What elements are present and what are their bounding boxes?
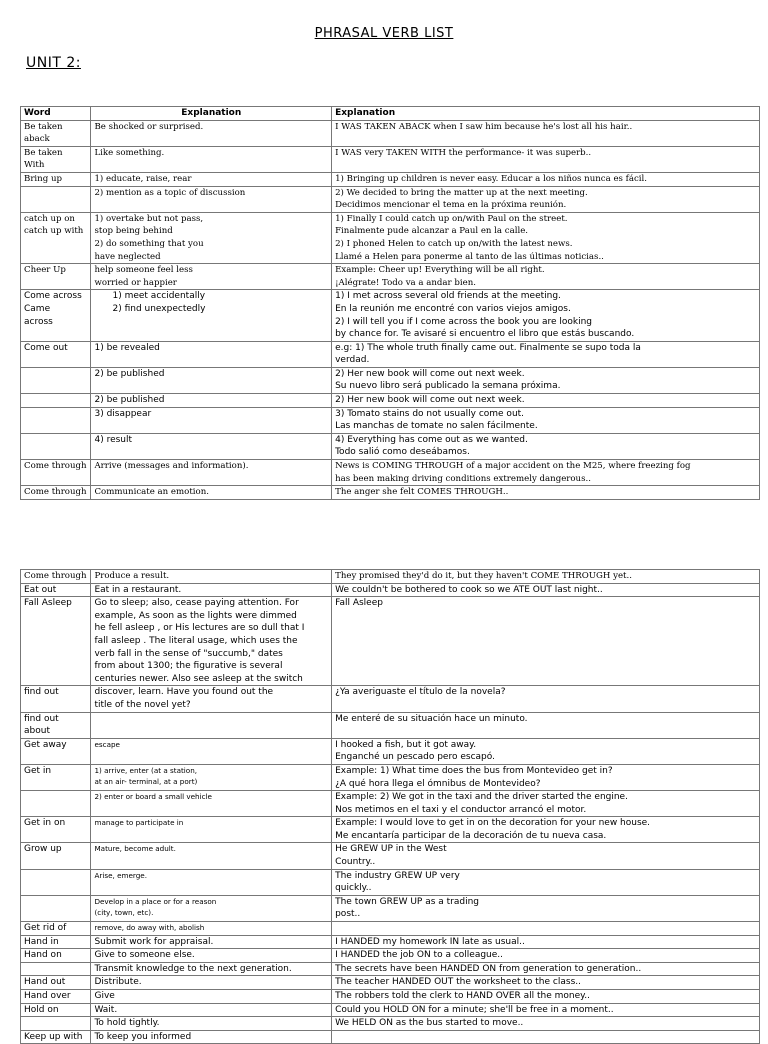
example-cell bbox=[332, 460, 760, 486]
cell-line: To keep you informed bbox=[94, 1031, 192, 1042]
cell-line: 3) disappear bbox=[94, 408, 152, 419]
cell-line: Keep up with bbox=[24, 1031, 83, 1042]
cell-line: Develop in a place or for a reason bbox=[94, 896, 217, 906]
cell-line: Eat out bbox=[24, 584, 57, 595]
word-cell bbox=[21, 686, 91, 712]
cell-line: aback bbox=[24, 134, 50, 145]
cell-line: 1) arrive, enter (at a station, bbox=[94, 765, 198, 775]
table-row bbox=[21, 895, 760, 921]
example-cell bbox=[332, 290, 760, 341]
explanation-cell bbox=[91, 570, 332, 584]
word-cell bbox=[21, 290, 91, 341]
example-cell bbox=[332, 764, 760, 790]
cell-line: Example: 1) What time does the bus from Montevideo get in? bbox=[335, 765, 613, 776]
cell-line: I WAS TAKEN ABACK when I saw him because he's lost all his hair.. bbox=[335, 121, 633, 132]
table-row bbox=[21, 962, 760, 976]
example-cell bbox=[332, 791, 760, 817]
cell-line: Produce a result. bbox=[94, 571, 170, 581]
explanation-cell bbox=[91, 1030, 332, 1044]
explanation-cell bbox=[91, 486, 332, 500]
example-cell bbox=[332, 817, 760, 843]
explanation-cell bbox=[91, 712, 332, 738]
cell-line: Be shocked or surprised. bbox=[94, 121, 204, 132]
cell-line: 1) Bringing up children is never easy. Educar a los niños nunca es fácil. bbox=[335, 173, 648, 184]
explanation-cell bbox=[91, 583, 332, 597]
cell-line: Come out bbox=[24, 342, 68, 353]
cell-line: catch up on bbox=[24, 213, 75, 224]
cell-line: Come through bbox=[24, 487, 87, 498]
cell-line: 1) meet accidentally bbox=[112, 291, 206, 302]
word-cell bbox=[21, 791, 91, 817]
explanation-cell bbox=[91, 460, 332, 486]
explanation-cell bbox=[91, 962, 332, 976]
table-row bbox=[21, 394, 760, 408]
cell-line: Give bbox=[94, 991, 115, 1001]
explanation-cell bbox=[91, 212, 332, 263]
cell-line: The secrets have been HANDED ON from generation to generation.. bbox=[335, 963, 642, 974]
word-cell bbox=[21, 570, 91, 584]
cell-line: ¿A qué hora llega el ómnibus de Montevideo? bbox=[335, 778, 541, 789]
explanation-cell bbox=[91, 686, 332, 712]
explanation-cell bbox=[91, 843, 332, 869]
example-cell bbox=[332, 686, 760, 712]
header-explanation: Explanation bbox=[91, 107, 332, 121]
table-row bbox=[21, 738, 760, 764]
cell-line: I HANDED the job ON to a colleague.. bbox=[335, 950, 504, 961]
word-cell bbox=[21, 460, 91, 486]
cell-line: Cheer Up bbox=[24, 265, 66, 276]
explanation-cell bbox=[91, 764, 332, 790]
word-cell bbox=[21, 120, 91, 146]
cell-line: Su nuevo libro será publicado la semana próxima. bbox=[335, 381, 561, 392]
cell-line: 2) find unexpectedly bbox=[112, 303, 206, 314]
cell-line: 1) I met across several old friends at the meeting. bbox=[335, 291, 561, 302]
word-cell bbox=[21, 738, 91, 764]
cell-line: at an air- terminal, at a port) bbox=[94, 776, 198, 786]
cell-line: I WAS very TAKEN WITH the performance- it was superb.. bbox=[335, 147, 592, 158]
example-cell bbox=[332, 990, 760, 1004]
table-row bbox=[21, 570, 760, 584]
cell-line: Be taken bbox=[24, 121, 63, 132]
example-cell bbox=[332, 486, 760, 500]
example-cell bbox=[332, 895, 760, 921]
page-title: PHRASAL VERB LIST bbox=[314, 26, 454, 41]
example-cell bbox=[332, 172, 760, 186]
cell-line: News is COMING THROUGH of a major accident on the M25, where freezing fog bbox=[335, 461, 691, 472]
word-cell bbox=[21, 486, 91, 500]
cell-line: Came bbox=[24, 303, 51, 314]
table-row bbox=[21, 341, 760, 367]
cell-line: Hand in bbox=[24, 936, 59, 947]
word-cell bbox=[21, 712, 91, 738]
cell-line: he fell asleep , or His lectures are so dull that I bbox=[94, 623, 305, 634]
example-cell bbox=[332, 570, 760, 584]
cell-line: Mature, become adult. bbox=[94, 844, 176, 854]
word-cell bbox=[21, 367, 91, 393]
example-cell bbox=[332, 367, 760, 393]
example-cell bbox=[332, 712, 760, 738]
table-row bbox=[21, 817, 760, 843]
table-row bbox=[21, 686, 760, 712]
cell-line: Hold on bbox=[24, 1004, 59, 1015]
table-row bbox=[21, 186, 760, 212]
cell-line: ¡Alégrate! Todo va a andar bien. bbox=[335, 277, 476, 288]
cell-line: quickly.. bbox=[335, 883, 372, 894]
cell-line: 4) Everything has come out as we wanted. bbox=[335, 434, 528, 445]
example-cell bbox=[332, 1003, 760, 1017]
cell-line: 2) Her new book will come out next week. bbox=[335, 368, 525, 379]
table-row bbox=[21, 367, 760, 393]
word-cell bbox=[21, 433, 91, 459]
example-cell bbox=[332, 1030, 760, 1044]
cell-line: Be taken bbox=[24, 147, 63, 158]
word-cell bbox=[21, 394, 91, 408]
cell-line: Grow up bbox=[24, 844, 62, 855]
cell-line: find out bbox=[24, 687, 59, 698]
word-cell bbox=[21, 949, 91, 963]
cell-line: verdad. bbox=[335, 355, 370, 366]
cell-line: With bbox=[24, 160, 45, 171]
explanation-cell bbox=[91, 738, 332, 764]
cell-line: 2) do something that you bbox=[94, 238, 204, 249]
table-row bbox=[21, 1003, 760, 1017]
cell-line: from about 1300; the figurative is several bbox=[94, 661, 283, 672]
example-cell bbox=[332, 869, 760, 895]
cell-line: manage to participate in bbox=[94, 818, 184, 828]
cell-line: To hold tightly. bbox=[94, 1018, 160, 1029]
table-row bbox=[21, 264, 760, 290]
word-cell bbox=[21, 212, 91, 263]
table-row bbox=[21, 1017, 760, 1031]
table-row bbox=[21, 583, 760, 597]
example-cell bbox=[332, 264, 760, 290]
cell-line: 2) be published bbox=[94, 395, 165, 406]
cell-line: Finalmente pude alcanzar a Paul en la calle. bbox=[335, 226, 529, 237]
explanation-cell bbox=[91, 1003, 332, 1017]
explanation-cell bbox=[91, 895, 332, 921]
unit-heading: UNIT 2: bbox=[26, 55, 81, 71]
explanation-cell bbox=[91, 186, 332, 212]
cell-line: Example: I would love to get in on the decoration for your new house. bbox=[335, 818, 651, 829]
word-cell bbox=[21, 341, 91, 367]
example-cell bbox=[332, 341, 760, 367]
cell-line: Me encantaría participar de la decoración de tu nueva casa. bbox=[335, 830, 607, 841]
cell-line: Example: 2) We got in the taxi and the driver started the engine. bbox=[335, 792, 628, 803]
cell-line: The industry GREW UP very bbox=[335, 870, 460, 881]
cell-line: Decidimos mencionar el tema en la próxima reunión. bbox=[335, 200, 567, 211]
cell-line: We couldn't be bothered to cook so we ATE OUT last night.. bbox=[335, 584, 603, 595]
table-row bbox=[21, 146, 760, 172]
cell-line: Hand over bbox=[24, 991, 71, 1001]
word-cell bbox=[21, 172, 91, 186]
explanation-cell bbox=[91, 146, 332, 172]
cell-line: Go to sleep; also, cease paying attention. For bbox=[94, 598, 299, 609]
table-row bbox=[21, 486, 760, 500]
cell-line: 2) mention as a topic of discussion bbox=[94, 187, 246, 198]
explanation-cell bbox=[91, 922, 332, 936]
cell-line: Submit work for appraisal. bbox=[94, 936, 214, 947]
cell-line: 1) Finally I could catch up on/with Paul on the street. bbox=[335, 213, 568, 224]
table-row bbox=[21, 290, 760, 341]
cell-line: Hand out bbox=[24, 977, 66, 988]
example-cell bbox=[332, 212, 760, 263]
cell-line: title of the novel yet? bbox=[94, 699, 191, 710]
cell-line: He GREW UP in the West bbox=[335, 844, 447, 855]
cell-line: 2) We decided to bring the matter up at the next meeting. bbox=[335, 187, 588, 198]
word-cell bbox=[21, 990, 91, 1004]
table-row bbox=[21, 843, 760, 869]
example-cell bbox=[332, 738, 760, 764]
table-row bbox=[21, 976, 760, 990]
word-cell bbox=[21, 1030, 91, 1044]
word-cell bbox=[21, 895, 91, 921]
cell-line: remove, do away with, abolish bbox=[94, 923, 205, 933]
cell-line: The teacher HANDED OUT the worksheet to the class.. bbox=[335, 977, 581, 988]
cell-line: worried or happier bbox=[94, 277, 177, 288]
cell-line: Get rid of bbox=[24, 923, 67, 934]
cell-line: Get in on bbox=[24, 818, 66, 829]
cell-line: They promised they'd do it, but they haven't COME THROUGH yet.. bbox=[335, 571, 632, 581]
explanation-cell bbox=[91, 990, 332, 1004]
cell-line: Eat in a restaurant. bbox=[94, 584, 182, 595]
cell-line: 2) I phoned Helen to catch up on/with the latest news. bbox=[335, 238, 573, 249]
cell-line: Like something. bbox=[94, 147, 165, 158]
example-cell bbox=[332, 407, 760, 433]
cell-line: Me enteré de su situación hace un minuto. bbox=[335, 713, 528, 724]
table-row bbox=[21, 460, 760, 486]
table-row bbox=[21, 1030, 760, 1044]
example-cell bbox=[332, 843, 760, 869]
explanation-cell bbox=[91, 407, 332, 433]
table-row bbox=[21, 712, 760, 738]
cell-line: 4) result bbox=[94, 434, 133, 445]
cell-line: by chance for. Te avisaré si encuentro el libro que estás buscando. bbox=[335, 329, 635, 340]
example-cell bbox=[332, 186, 760, 212]
example-cell bbox=[332, 146, 760, 172]
word-cell bbox=[21, 407, 91, 433]
table-row bbox=[21, 597, 760, 686]
word-cell bbox=[21, 764, 91, 790]
cell-line: ¿Ya averiguaste el título de la novela? bbox=[335, 687, 506, 698]
example-cell bbox=[332, 1017, 760, 1031]
cell-line: fall asleep . The literal usage, which uses the bbox=[94, 635, 298, 646]
cell-line: Arrive (messages and information). bbox=[94, 461, 249, 472]
example-cell bbox=[332, 597, 760, 686]
word-cell bbox=[21, 817, 91, 843]
cell-line: about bbox=[24, 726, 50, 737]
cell-line: Todo salió como deseábamos. bbox=[335, 447, 470, 458]
cell-line: Country.. bbox=[335, 857, 376, 868]
cell-line: find out bbox=[24, 713, 59, 724]
cell-line: example, As soon as the lights were dimmed bbox=[94, 610, 297, 621]
explanation-cell bbox=[91, 394, 332, 408]
phrasal-verb-table-2 bbox=[20, 569, 760, 1044]
header-word: Word bbox=[21, 107, 91, 121]
cell-line: We HELD ON as the bus started to move.. bbox=[335, 1018, 524, 1029]
table-row bbox=[21, 935, 760, 949]
cell-line: have neglected bbox=[94, 251, 161, 262]
word-cell bbox=[21, 976, 91, 990]
table-row bbox=[21, 120, 760, 146]
word-cell bbox=[21, 935, 91, 949]
cell-line: Transmit knowledge to the next generation. bbox=[94, 963, 292, 974]
explanation-cell bbox=[91, 264, 332, 290]
cell-line: Fall Asleep bbox=[335, 598, 383, 609]
cell-line: across bbox=[24, 316, 53, 327]
explanation-cell bbox=[91, 1017, 332, 1031]
explanation-cell bbox=[91, 120, 332, 146]
explanation-cell bbox=[91, 976, 332, 990]
example-cell bbox=[332, 433, 760, 459]
cell-line: Hand on bbox=[24, 950, 62, 961]
example-cell bbox=[332, 120, 760, 146]
table-row bbox=[21, 764, 760, 790]
cell-line: The robbers told the clerk to HAND OVER all the money.. bbox=[335, 991, 590, 1001]
cell-line: 2) Her new book will come out next week. bbox=[335, 395, 525, 406]
word-cell bbox=[21, 597, 91, 686]
cell-line: help someone feel less bbox=[94, 265, 193, 276]
table-row bbox=[21, 869, 760, 895]
cell-line: Come across bbox=[24, 291, 82, 302]
cell-line: Come through bbox=[24, 571, 87, 581]
cell-line: stop being behind bbox=[94, 226, 173, 237]
explanation-cell bbox=[91, 172, 332, 186]
table-row bbox=[21, 922, 760, 936]
cell-line: has been making driving conditions extremely dangerous.. bbox=[335, 473, 591, 484]
cell-line: Distribute. bbox=[94, 977, 142, 988]
cell-line: En la reunión me encontré con varios viejos amigos. bbox=[335, 303, 571, 314]
example-cell bbox=[332, 949, 760, 963]
explanation-cell bbox=[91, 791, 332, 817]
cell-line: 3) Tomato stains do not usually come out. bbox=[335, 408, 525, 419]
cell-line: Communicate an emotion. bbox=[94, 487, 209, 498]
word-cell bbox=[21, 1017, 91, 1031]
word-cell bbox=[21, 186, 91, 212]
explanation-cell bbox=[91, 597, 332, 686]
cell-line: 1) educate, raise, rear bbox=[94, 173, 192, 184]
example-cell bbox=[332, 394, 760, 408]
word-cell bbox=[21, 583, 91, 597]
cell-line: Bring up bbox=[24, 173, 62, 184]
cell-line: 1) overtake but not pass, bbox=[94, 213, 204, 224]
explanation-cell bbox=[91, 935, 332, 949]
cell-line: discover, learn. Have you found out the bbox=[94, 687, 274, 698]
example-cell bbox=[332, 962, 760, 976]
word-cell bbox=[21, 146, 91, 172]
explanation-cell bbox=[91, 817, 332, 843]
table-row bbox=[21, 990, 760, 1004]
cell-line: 2) be published bbox=[94, 368, 165, 379]
phrasal-verb-table-1 bbox=[20, 106, 760, 500]
cell-line: Example: Cheer up! Everything will be all right. bbox=[335, 265, 545, 276]
table-row bbox=[21, 212, 760, 263]
cell-line: 2) I will tell you if I come across the book you are looking bbox=[335, 316, 593, 327]
word-cell bbox=[21, 1003, 91, 1017]
cell-line: Wait. bbox=[94, 1004, 118, 1015]
cell-line: e.g: 1) The whole truth finally came out. Finalmente se supo toda la bbox=[335, 342, 641, 353]
table-header-row bbox=[21, 107, 760, 121]
word-cell bbox=[21, 869, 91, 895]
example-cell bbox=[332, 935, 760, 949]
cell-line: Come through bbox=[24, 461, 87, 472]
cell-line: Enganché un pescado pero escapó. bbox=[335, 752, 495, 763]
cell-line: Llamé a Helen para ponerme al tanto de las últimas noticias.. bbox=[335, 251, 604, 262]
table-row bbox=[21, 791, 760, 817]
cell-line: (city, town, etc). bbox=[94, 907, 154, 917]
cell-line: Could you HOLD ON for a minute; she'll be free in a moment.. bbox=[335, 1004, 614, 1015]
explanation-cell bbox=[91, 290, 332, 341]
explanation-cell bbox=[91, 949, 332, 963]
explanation-cell bbox=[91, 341, 332, 367]
word-cell bbox=[21, 922, 91, 936]
cell-line: escape bbox=[94, 739, 120, 749]
cell-line: I HANDED my homework IN late as usual.. bbox=[335, 936, 525, 947]
cell-line: Arise, emerge. bbox=[94, 870, 148, 880]
example-cell bbox=[332, 922, 760, 936]
explanation-cell bbox=[91, 433, 332, 459]
cell-line: The anger she felt COMES THROUGH.. bbox=[335, 487, 509, 498]
cell-line: Give to someone else. bbox=[94, 950, 195, 961]
explanation-cell bbox=[91, 367, 332, 393]
table-row bbox=[21, 172, 760, 186]
cell-line: The town GREW UP as a trading bbox=[335, 896, 480, 907]
cell-line: Fall Asleep bbox=[24, 598, 72, 609]
cell-line: Nos metimos en el taxi y el conductor arrancó el motor. bbox=[335, 804, 587, 815]
cell-line: catch up with bbox=[24, 226, 84, 237]
cell-line: Get in bbox=[24, 765, 52, 776]
cell-line: verb fall in the sense of "succumb," dates bbox=[94, 648, 283, 659]
cell-line: post.. bbox=[335, 909, 361, 920]
example-cell bbox=[332, 583, 760, 597]
header-explanation-example: Explanation bbox=[332, 107, 760, 121]
table-row bbox=[21, 407, 760, 433]
word-cell bbox=[21, 843, 91, 869]
cell-line: 1) be revealed bbox=[94, 342, 160, 353]
cell-line: 2) enter or board a small vehicle bbox=[94, 792, 212, 802]
word-cell bbox=[21, 962, 91, 976]
table-row bbox=[21, 433, 760, 459]
example-cell bbox=[332, 976, 760, 990]
cell-line: centuries newer. Also see asleep at the switch bbox=[94, 673, 303, 684]
cell-line: Las manchas de tomate no salen fácilmente. bbox=[335, 421, 538, 432]
cell-line: Get away bbox=[24, 739, 67, 750]
table-row bbox=[21, 949, 760, 963]
cell-line: I hooked a fish, but it got away. bbox=[335, 739, 477, 750]
explanation-cell bbox=[91, 869, 332, 895]
word-cell bbox=[21, 264, 91, 290]
